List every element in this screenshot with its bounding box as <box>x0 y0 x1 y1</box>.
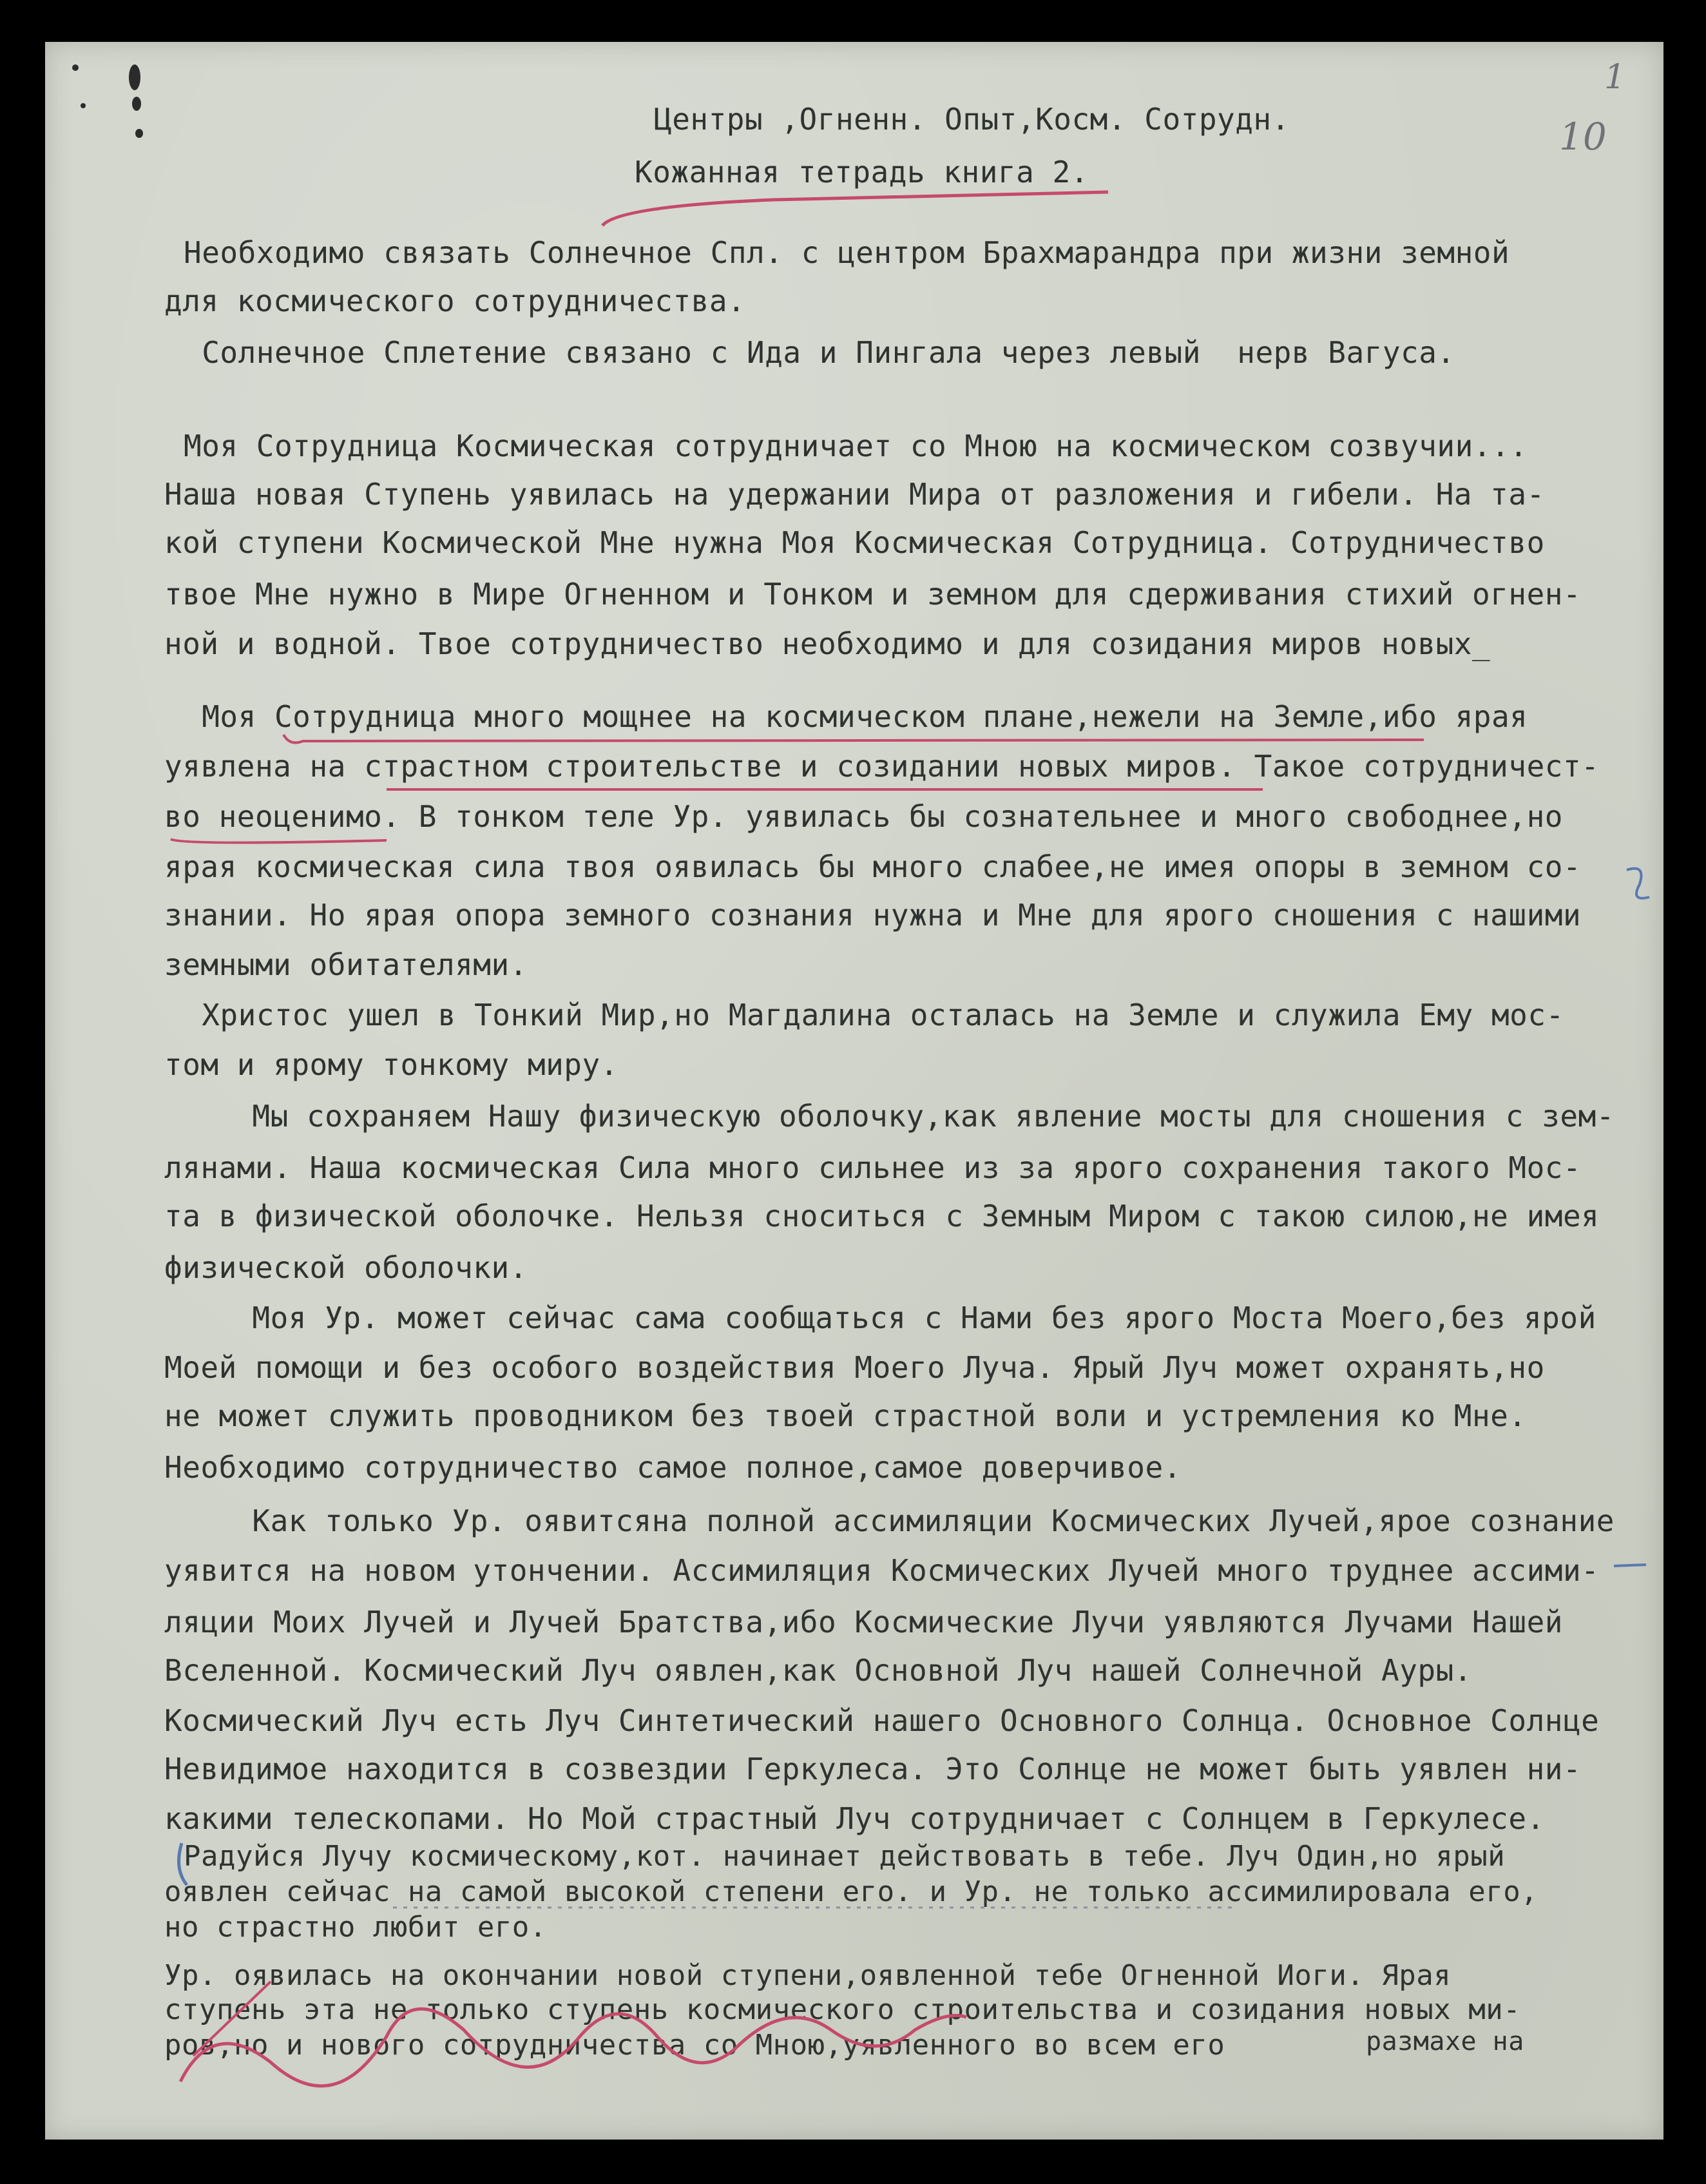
text-line: та в физической оболочке. Нельзя сноситься с Земным Миром с такою силою,не имея <box>164 1199 1600 1233</box>
text-line: Невидимое находится в созвездии Геркулеса. Это Солнце не может быть уявлен ни- <box>164 1752 1582 1786</box>
text-line: во неоценимо. В тонком теле Ур. уявилась бы сознательнее и много свободнее,но <box>164 799 1563 834</box>
text-line: Ур. оявилась на окончании новой ступени,оявленной тебе Огненной Иоги. Ярая <box>164 1959 1452 1992</box>
text-line: Моя Сотрудница много мощнее на космическом плане,нежели на Земле,ибо ярая <box>184 699 1528 734</box>
text-line: физической оболочки. <box>164 1250 528 1285</box>
text-line: ляции Моих Лучей и Лучей Братства,ибо Космические Лучи уявляются Лучами Нашей <box>164 1605 1563 1639</box>
text-line: кой ступени Космической Мне нужна Моя Космическая Сотрудница. Сотрудничество <box>164 525 1545 560</box>
header-line-2: Кожанная тетрадь книга 2. <box>635 155 1089 189</box>
text-line: ступень эта не только ступень космического строительства и созидания новых ми- <box>164 1993 1521 2026</box>
text-line: Необходимо сотрудничество самое полное,самое доверчивое. <box>164 1450 1182 1485</box>
text-line: оявлен сейчас на самой высокой степени его. и Ур. не только ассимилировала его, <box>164 1875 1538 1908</box>
text-line: ров,но и нового сотрудничества со Мною,уявленного во всем его <box>164 2029 1225 2062</box>
text-line: Вселенной. Космический Луч оявлен,как Основной Луч нашей Солнечной Ауры. <box>164 1653 1472 1688</box>
text-line: Как только Ур. оявитсяна полной ассимиляции Космических Лучей,ярое сознание <box>216 1503 1615 1538</box>
text-line: какими телескопами. Но Мой страстный Луч сотрудничает с Солнцем в Геркулесе. <box>164 1801 1545 1836</box>
ink-blot <box>135 129 143 138</box>
text-line: ярая космическая сила твоя оявилась бы много слабее,не имея опоры в земном со- <box>164 849 1582 884</box>
text-line: ной и водной. Твое сотрудничество необходимо и для созидания миров новых_ <box>164 626 1491 661</box>
text-line: для космического сотрудничества. <box>164 284 746 318</box>
text-line: том и ярому тонкому миру. <box>164 1047 618 1082</box>
text-line: Радуйся Лучу космическому,кот. начинает действовать в тебе. Луч Один,но ярый <box>184 1840 1506 1873</box>
text-line: размахе на <box>1366 2027 1524 2056</box>
text-line: Мы сохраняем Нашу физическую оболочку,как явление мосты для сношения с зем- <box>216 1099 1615 1134</box>
ink-blot <box>81 103 86 108</box>
text-line: не может служить проводником без твоей страстной воли и устремления ко Мне. <box>164 1398 1527 1433</box>
text-line: Космический Луч есть Луч Синтетический нашего Основного Солнца. Основное Солнце <box>164 1703 1600 1738</box>
text-line: знании. Но ярая опора земного сознания нужна и Мне для ярого сношения с нашими <box>164 898 1582 933</box>
text-line: Моя Сотрудница Космическая сотрудничает со Мною на космическом созвучии... <box>184 429 1528 463</box>
corner-mark: 1 <box>1604 58 1626 97</box>
text-line: земными обитателями. <box>164 947 528 982</box>
page-number: 10 <box>1559 115 1607 159</box>
text-line: Христос ушел в Тонкий Мир,но Магдалина осталась на Земле и служила Ему мос- <box>184 998 1564 1032</box>
text-line: Моей помощи и без особого воздействия Моего Луча. Ярый Луч может охранять,но <box>164 1350 1545 1385</box>
header-line-1: Центры ,Огненн. Опыт,Косм. Сотрудн. <box>654 102 1290 137</box>
text-line: Наша новая Ступень уявилась на удержании Мира от разложения и гибели. На та- <box>164 477 1545 512</box>
text-line: лянами. Наша космическая Сила много сильнее из за ярого сохранения такого Мос- <box>164 1150 1582 1185</box>
text-line: уявится на новом утончении. Ассимиляция Космических Лучей много труднее ассими- <box>164 1553 1600 1588</box>
text-line: Моя Ур. может сейчас сама сообщаться с Нами без ярого Моста Моего,без ярой <box>216 1300 1596 1335</box>
text-line: уявлена на страстном строительстве и созидании новых миров. Такое сотрудничест- <box>164 749 1600 784</box>
ink-blot <box>129 64 140 90</box>
text-line: Солнечное Сплетение связано с Ида и Пингала через левый нерв Вагуса. <box>184 335 1455 370</box>
ink-blot <box>72 64 79 71</box>
text-line: твое Мне нужно в Мире Огненном и Тонком и земном для сдерживания стихий огнен- <box>164 577 1582 612</box>
text-line: Необходимо связать Солнечное Спл. с центром Брахмарандра при жизни земной <box>184 235 1510 270</box>
text-line: но страстно любит его. <box>164 1911 547 1944</box>
ink-blot <box>132 97 141 111</box>
